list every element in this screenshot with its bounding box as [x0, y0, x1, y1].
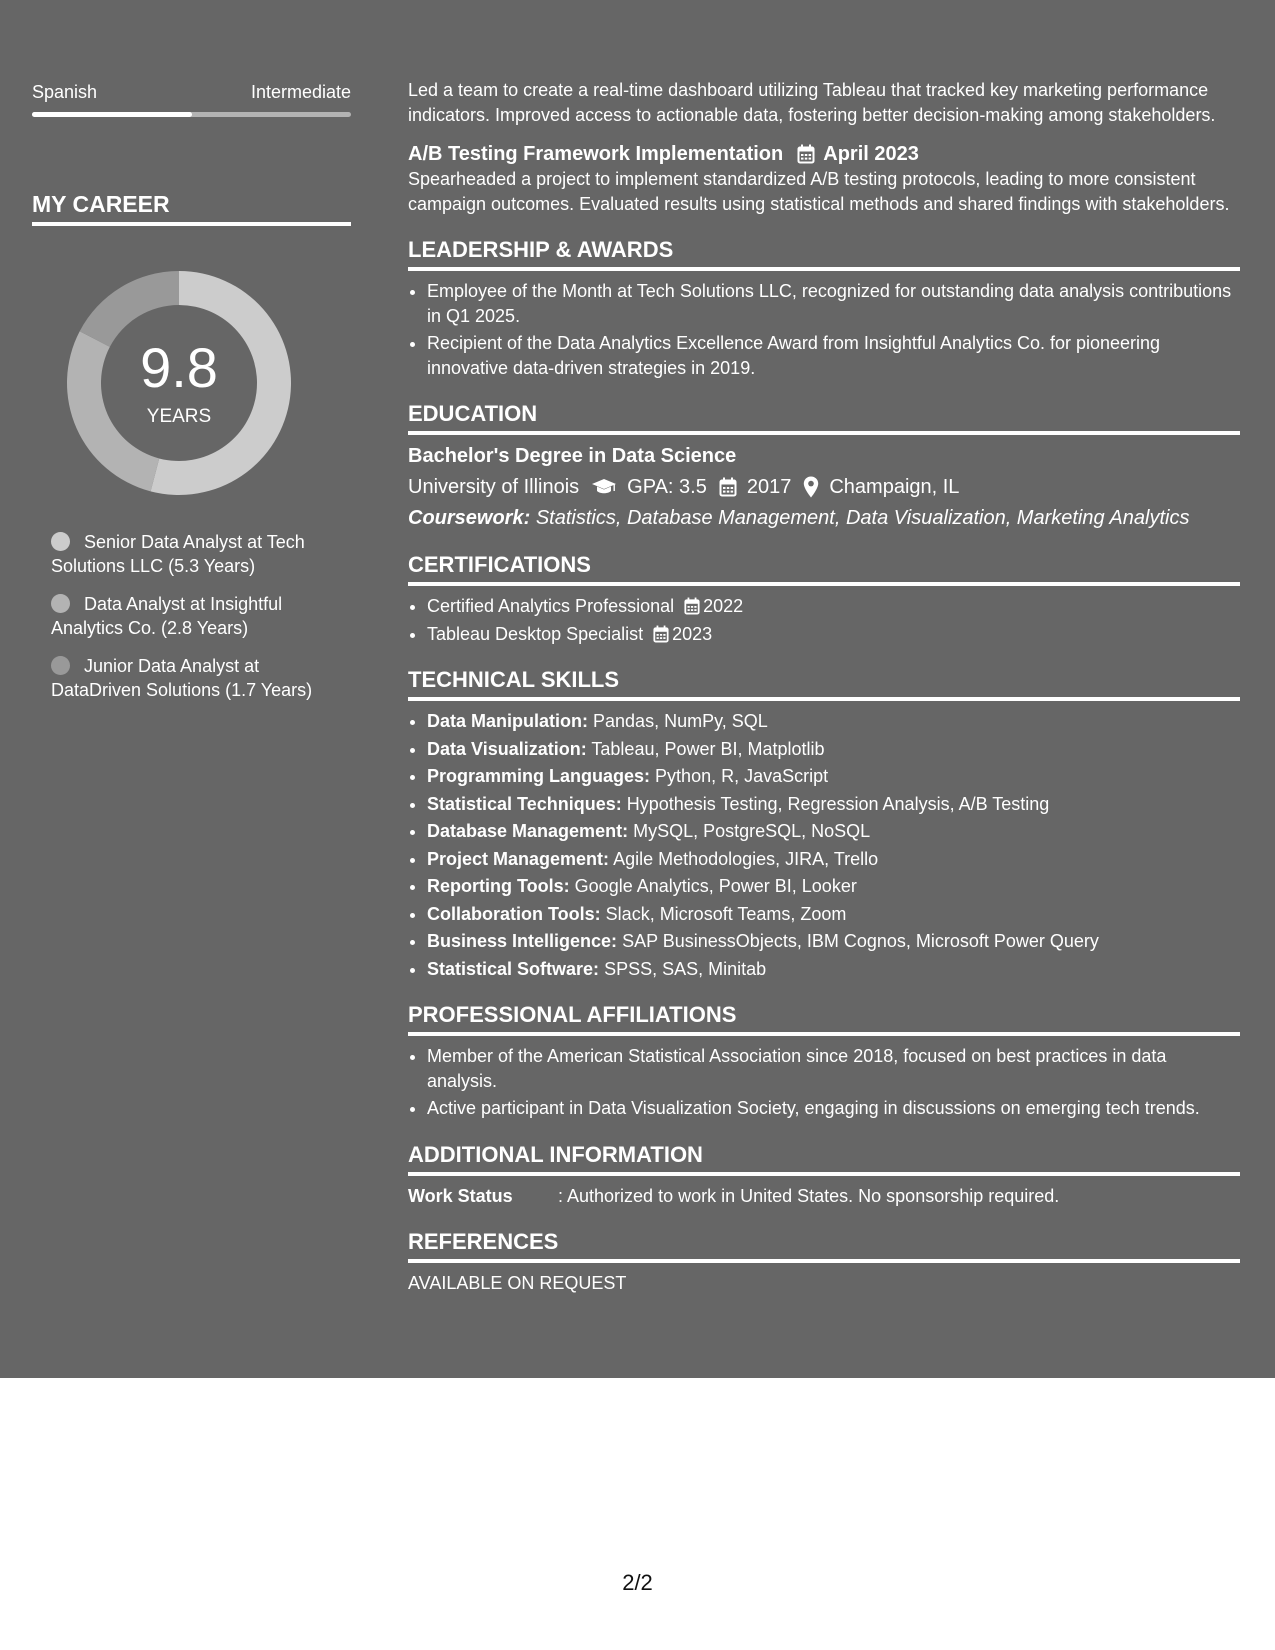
skill-category: Database Management: — [427, 821, 629, 841]
list-item: • Active participant in Data Visualization Society, engaging in discussions on emerging tech trends. — [427, 1096, 1240, 1121]
calendar-icon — [653, 625, 669, 643]
page-number: 2/2 — [622, 1570, 653, 1595]
language-row — [32, 80, 351, 104]
project-description: Led a team to create a real-time dashboard utilizing Tableau that tracked key marketing performance indicators. Improved access to actionable data, fostering better decision-making among stakeholders. — [408, 80, 1216, 125]
education-coursework — [408, 505, 1240, 531]
list-item — [427, 622, 1240, 647]
certifications-heading: CERTIFICATIONS — [408, 551, 1240, 586]
career-legend-item — [32, 592, 351, 640]
language-proficiency-fill — [32, 112, 192, 117]
skill-category: Statistical Software: — [427, 958, 600, 979]
certifications-list — [408, 594, 1240, 646]
project-title: A/B Testing Framework Implementation — [408, 143, 784, 165]
additional-info-heading: ADDITIONAL INFORMATION — [408, 1141, 1240, 1176]
coursework-list: Statistics, Database Management, Data Visualization, Marketing Analytics — [535, 507, 1190, 529]
skill-values: Tableau, Power BI, Matplotlib — [591, 738, 825, 759]
coursework-label: Coursework: — [408, 507, 531, 529]
list-item — [427, 792, 1240, 817]
career-total-years: 9.8 — [140, 336, 218, 399]
list-item — [427, 737, 1240, 762]
skill-category: Project Management: — [427, 848, 610, 869]
legend-dot-icon — [51, 656, 70, 675]
career-donut-chart — [64, 268, 294, 498]
certification-year: 2023 — [672, 623, 713, 644]
skill-category: Programming Languages: — [427, 766, 651, 786]
map-pin-icon — [803, 476, 819, 498]
sidebar — [32, 80, 351, 716]
career-total-unit: YEARS — [146, 406, 212, 427]
references-text: AVAILABLE ON REQUEST — [408, 1273, 627, 1293]
education-school: University of Illinois — [408, 476, 580, 498]
career-legend — [32, 530, 351, 702]
main-column — [408, 78, 1240, 1296]
list-item — [427, 874, 1240, 899]
work-status-row — [408, 1184, 1240, 1209]
list-item — [427, 902, 1240, 927]
calendar-icon — [797, 144, 815, 164]
project-date: April 2023 — [823, 143, 919, 165]
work-status-value: : Authorized to work in United States. No sponsorship required. — [558, 1185, 1060, 1206]
career-heading: MY CAREER — [32, 189, 351, 226]
career-legend-item — [32, 654, 351, 702]
leadership-list — [408, 279, 1240, 380]
skill-category: Data Manipulation: — [427, 711, 588, 731]
project-description: Spearheaded a project to implement standardized A/B testing protocols, leading to more consistent campaign outcomes. Evaluated results using statistical methods and shared findings with stakeholders. — [408, 169, 1230, 214]
skill-category: Collaboration Tools: — [427, 903, 601, 924]
skill-values: Hypothesis Testing, Regression Analysis, A/B Testing — [626, 793, 1050, 814]
project-title-row — [408, 141, 1240, 167]
skill-values: Agile Methodologies, JIRA, Trello — [613, 848, 879, 869]
skill-category: Business Intelligence: — [427, 931, 618, 951]
education-heading: EDUCATION — [408, 400, 1240, 435]
skill-values: Python, R, JavaScript — [655, 766, 829, 786]
list-item — [427, 709, 1240, 734]
skill-category: Data Visualization: — [427, 738, 587, 759]
skills-heading: TECHNICAL SKILLS — [408, 666, 1240, 701]
skill-values: SPSS, SAS, Minitab — [604, 958, 767, 979]
donut-center — [64, 268, 294, 498]
education-details — [408, 474, 1240, 500]
skill-values: Google Analytics, Power BI, Looker — [574, 876, 857, 896]
list-item — [427, 594, 1240, 619]
work-status-label: Work Status — [408, 1185, 513, 1206]
legend-dot-icon — [51, 532, 70, 551]
career-legend-label: Data Analyst at Insightful Analytics Co. (2.8 Years) — [51, 594, 283, 638]
language-proficiency-bar — [32, 112, 351, 117]
list-item: • Member of the American Statistical Association since 2018, focused on best practices in data analysis. — [427, 1044, 1240, 1093]
skill-category: Statistical Techniques: — [427, 793, 622, 814]
skill-values: Pandas, NumPy, SQL — [593, 711, 768, 731]
list-item — [427, 929, 1240, 954]
references-heading: REFERENCES — [408, 1228, 1240, 1263]
education-year: 2017 — [746, 476, 792, 498]
career-legend-label: Senior Data Analyst at Tech Solutions LLC (5.3 Years) — [51, 532, 305, 576]
graduation-cap-icon — [591, 478, 617, 496]
list-item — [427, 764, 1240, 789]
certification-year: 2022 — [703, 596, 744, 616]
education-degree: Bachelor's Degree in Data Science — [408, 445, 737, 467]
calendar-icon — [684, 597, 700, 615]
skill-values: MySQL, PostgreSQL, NoSQL — [633, 821, 871, 841]
language-name: Spanish — [32, 82, 98, 102]
legend-dot-icon — [51, 594, 70, 613]
education-gpa: GPA: 3.5 — [627, 476, 707, 498]
affiliations-heading: PROFESSIONAL AFFILIATIONS — [408, 1001, 1240, 1036]
calendar-icon — [719, 477, 737, 497]
skill-category: Reporting Tools: — [427, 876, 570, 896]
leadership-heading: LEADERSHIP & AWARDS — [408, 236, 1240, 271]
list-item: • Employee of the Month at Tech Solutions LLC, recognized for outstanding data analysis contributions in Q1 2025. — [427, 279, 1240, 328]
career-legend-item — [32, 530, 351, 578]
affiliations-list — [408, 1044, 1240, 1121]
skill-values: SAP BusinessObjects, IBM Cognos, Microsoft Power Query — [622, 931, 1099, 951]
skill-values: Slack, Microsoft Teams, Zoom — [605, 903, 847, 924]
list-item — [427, 819, 1240, 844]
career-legend-label: Junior Data Analyst at DataDriven Solutions (1.7 Years) — [51, 656, 313, 700]
skills-list — [408, 709, 1240, 981]
list-item — [427, 957, 1240, 982]
certification-name: Tableau Desktop Specialist — [427, 623, 644, 644]
list-item — [427, 847, 1240, 872]
education-location: Champaign, IL — [829, 476, 960, 498]
list-item: • Recipient of the Data Analytics Excellence Award from Insightful Analytics Co. for pioneering innovative data-driven strategies in 2019. — [427, 331, 1240, 380]
certification-name: Certified Analytics Professional — [427, 596, 675, 616]
language-level: Intermediate — [250, 82, 351, 102]
